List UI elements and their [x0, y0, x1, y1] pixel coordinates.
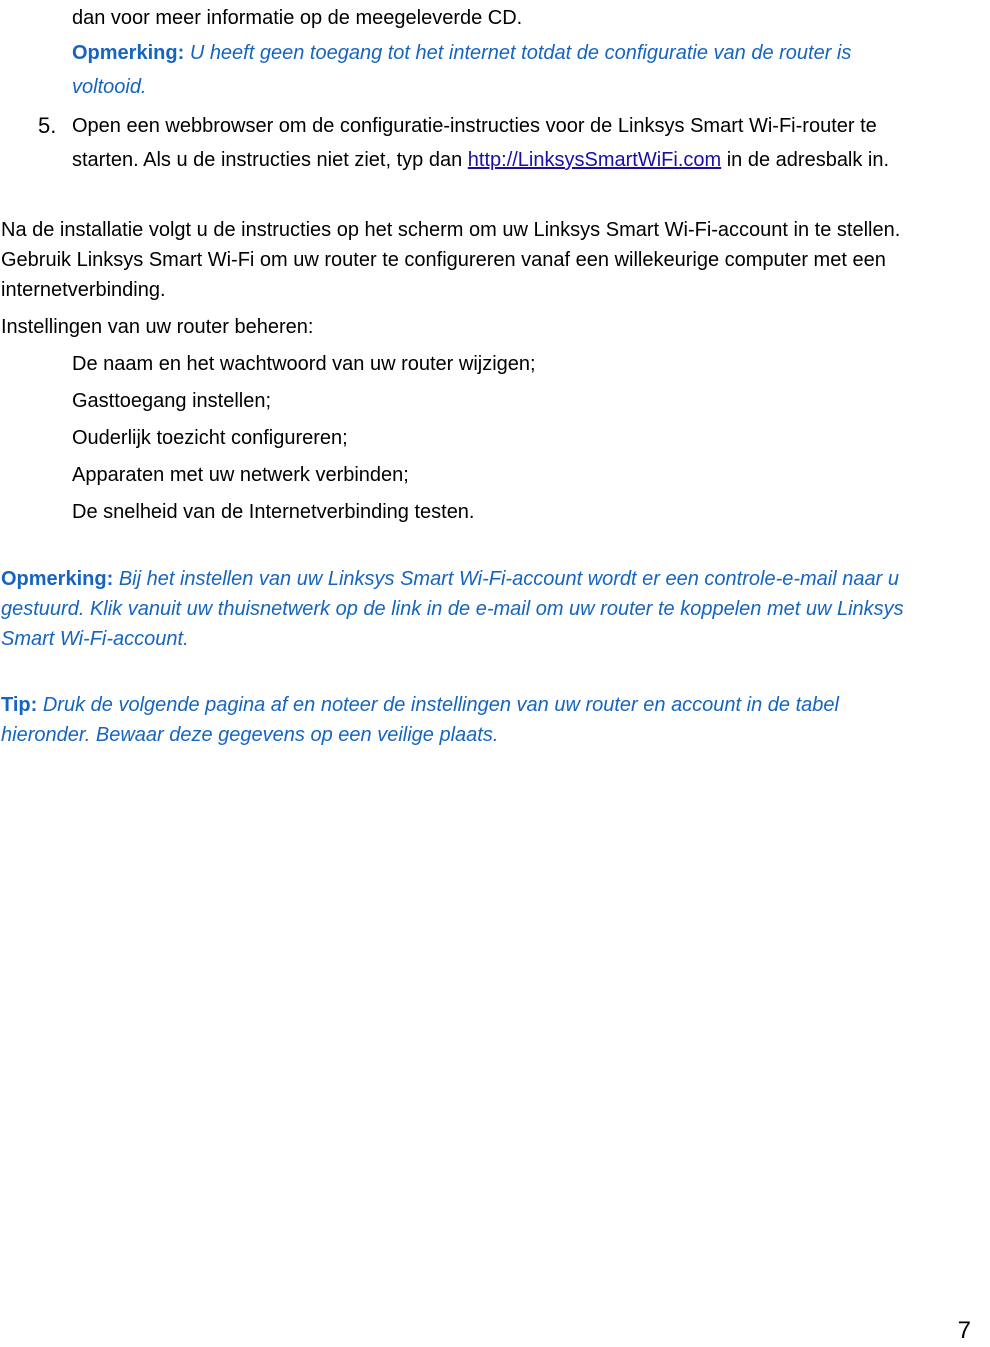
page-number: 7 — [957, 1317, 971, 1344]
list-item: Gasttoegang instellen; — [72, 390, 272, 412]
paragraph-1-line-1: Na de installatie volgt u de instructies op het scherm om uw Linksys Smart Wi-Fi-account in te stellen. — [1, 219, 901, 241]
step-5-text-after-link: in de adresbalk in. — [726, 149, 890, 171]
step-4-continuation: dan voor meer informatie op de meegeleverde CD. — [72, 7, 523, 29]
paragraph-1-line-3: internetverbinding. — [1, 279, 166, 301]
list-intro: Instellingen van uw router beheren: — [1, 316, 314, 338]
note-2-line-1 — [1, 566, 899, 592]
tip-label: Tip: — [1, 694, 38, 716]
note-2-line-3: Smart Wi-Fi-account. — [1, 628, 189, 650]
tip-text-1: Druk de volgende pagina af en noteer de instellingen van uw router en account in de tabel — [42, 694, 839, 716]
list-item: De snelheid van de Internetverbinding testen. — [72, 501, 475, 523]
note-1-text-1: U heeft geen toegang tot het internet totdat de configuratie van de router is — [189, 42, 852, 64]
list-item: De naam en het wachtwoord van uw router wijzigen; — [72, 353, 536, 375]
tip-line-2: hieronder. Bewaar deze gegevens op een veilige plaats. — [1, 724, 499, 746]
step-5-number: 5. — [38, 113, 57, 138]
note-2-text-1: Bij het instellen van uw Linksys Smart Wi-Fi-account wordt er een controle-e-mail naar u — [118, 568, 899, 590]
linksys-smart-wifi-link[interactable]: http://LinksysSmartWiFi.com — [467, 149, 722, 171]
step-5-text-before-link: starten. Als u de instructies niet ziet, typ dan — [72, 149, 463, 171]
list-item: Apparaten met uw netwerk verbinden; — [72, 464, 409, 486]
paragraph-1-line-2: Gebruik Linksys Smart Wi-Fi om uw router te configureren vanaf een willekeurige computer met een — [1, 249, 886, 271]
step-5-line-1: Open een webbrowser om de configuratie-instructies voor de Linksys Smart Wi-Fi-router te — [72, 115, 877, 137]
note-1-line-1 — [72, 40, 851, 66]
note-2-line-2: gestuurd. Klik vanuit uw thuisnetwerk op de link in de e-mail om uw router te koppelen met uw Linksys — [1, 598, 904, 620]
note-2-label: Opmerking: — [1, 568, 114, 590]
step-5-line-2 — [72, 147, 889, 173]
tip-line-1 — [1, 692, 839, 718]
note-1-label: Opmerking: — [72, 42, 185, 64]
note-1-line-2: voltooid. — [72, 76, 147, 98]
list-item: Ouderlijk toezicht configureren; — [72, 427, 348, 449]
